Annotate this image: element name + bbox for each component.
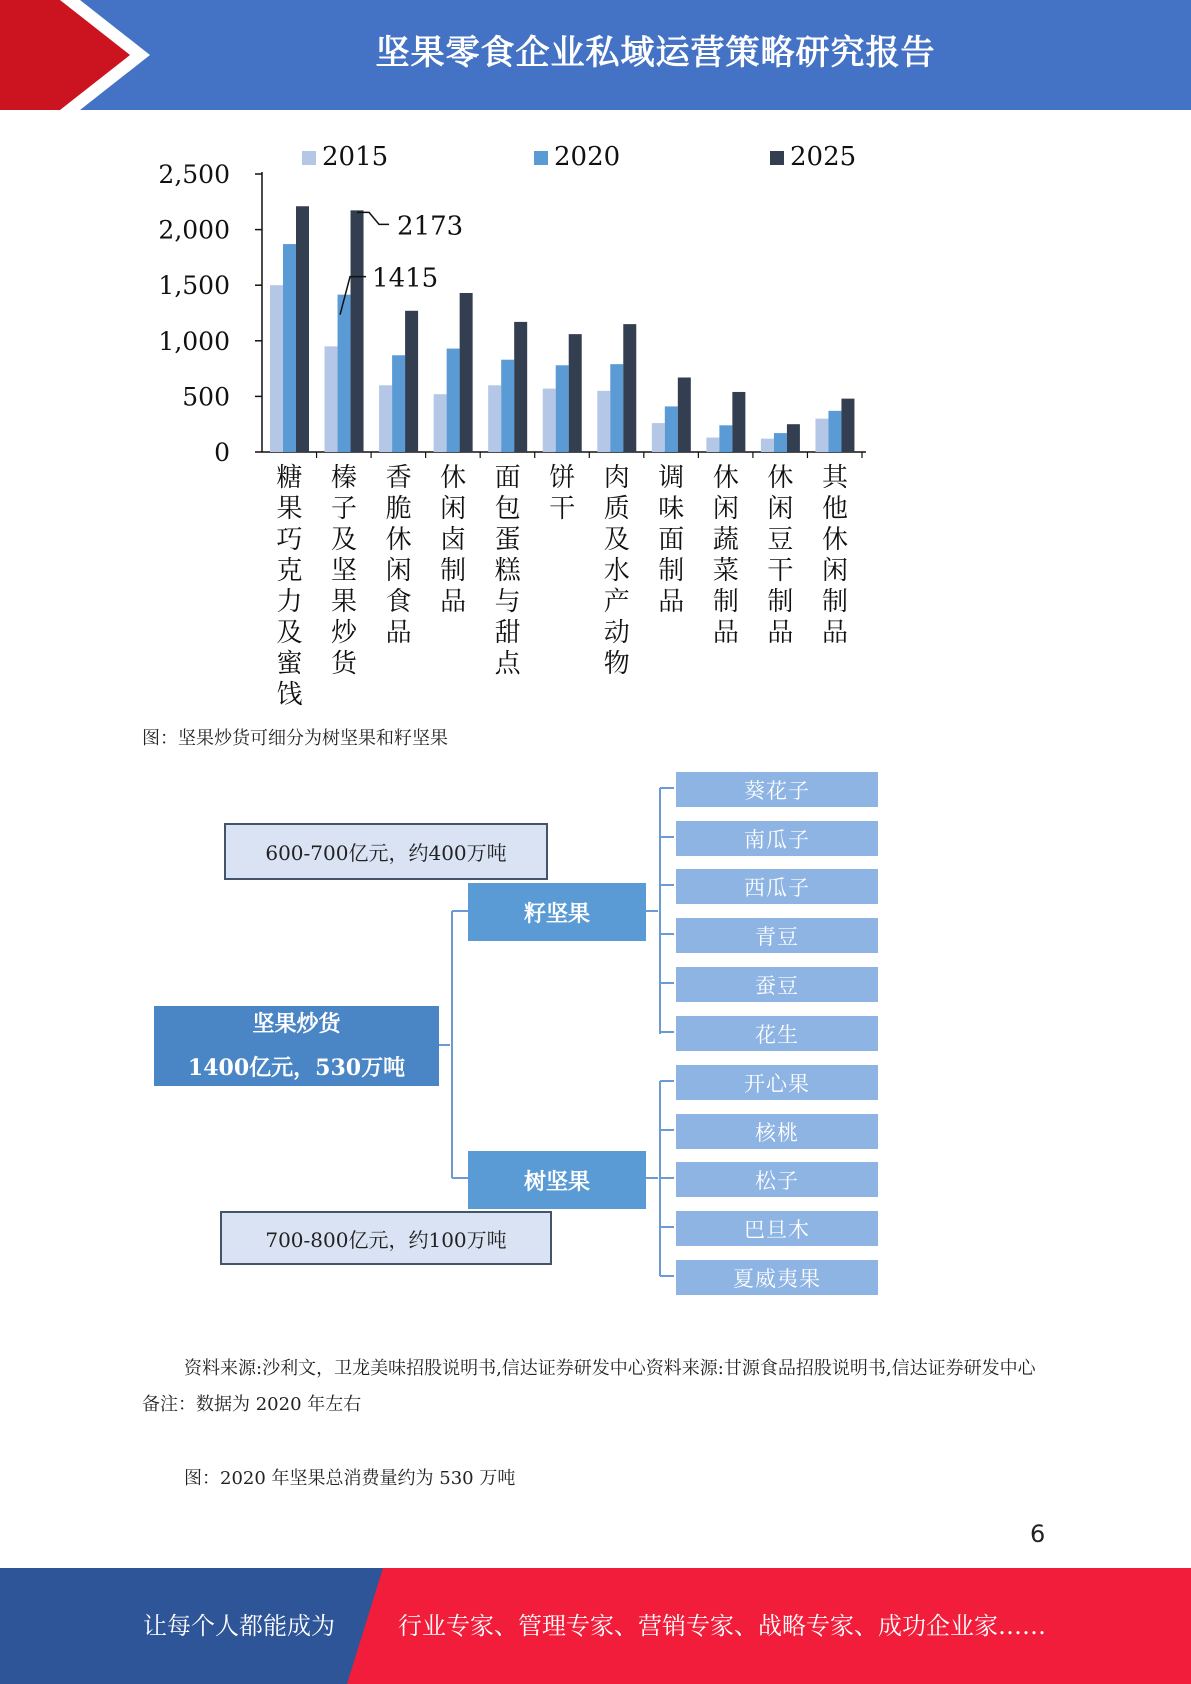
bar-2025-7 bbox=[678, 377, 691, 452]
category-label-char: 品 bbox=[821, 618, 848, 648]
bar-2025-10 bbox=[841, 399, 854, 452]
category-label-char: 制 bbox=[821, 587, 848, 617]
category-label-char: 及 bbox=[276, 618, 303, 648]
bar-2015-1 bbox=[325, 346, 338, 452]
category-label-char: 制 bbox=[712, 587, 739, 617]
category-label-char: 蜜 bbox=[276, 649, 303, 679]
category-label-char: 菜 bbox=[712, 556, 739, 586]
bar-2025-9 bbox=[787, 424, 800, 452]
category-label-char: 动 bbox=[603, 618, 630, 648]
bar-2025-0 bbox=[296, 206, 309, 452]
category-label-char: 坚 bbox=[331, 556, 358, 586]
seed-nut-category: 籽坚果 bbox=[468, 883, 646, 941]
seed-nut-item: 花生 bbox=[676, 1016, 878, 1051]
bar-2015-5 bbox=[543, 389, 556, 452]
bar-2020-8 bbox=[719, 425, 732, 452]
bar-2025-1 bbox=[351, 210, 364, 452]
category-label-char: 闲 bbox=[385, 556, 412, 586]
category-label-char: 闲 bbox=[440, 494, 467, 524]
category-label-char: 品 bbox=[712, 618, 739, 648]
category-label-char: 甜 bbox=[494, 618, 521, 648]
category-label-char: 制 bbox=[440, 556, 467, 586]
bar-2020-6 bbox=[610, 364, 623, 452]
seed-nut-item: 蚕豆 bbox=[676, 967, 878, 1002]
category-label-char: 质 bbox=[603, 494, 630, 524]
bar-2020-5 bbox=[556, 365, 569, 452]
footer-slogan-left: 让每个人都能成为 bbox=[143, 1612, 335, 1640]
root-market-size: 1400亿元，530万吨 bbox=[187, 1055, 406, 1081]
category-label-char: 及 bbox=[331, 525, 358, 555]
category-label-char: 物 bbox=[603, 649, 630, 679]
report-title: 坚果零食企业私域运营策略研究报告 bbox=[375, 33, 936, 73]
category-label-char: 休 bbox=[821, 525, 848, 555]
y-tick-label: 500 bbox=[182, 382, 230, 412]
tree-nut-market-note: 700-800亿元，约100万吨 bbox=[220, 1211, 552, 1265]
bar-2020-1 bbox=[338, 295, 351, 452]
bar-2025-2 bbox=[405, 311, 418, 452]
category-label-char: 食 bbox=[385, 587, 412, 617]
y-tick-label: 2,000 bbox=[158, 215, 230, 245]
legend-swatch-2020 bbox=[534, 151, 548, 165]
category-label-char: 品 bbox=[767, 618, 794, 648]
bottom-figure-caption: 图：2020 年坚果总消费量约为 530 万吨 bbox=[184, 1468, 516, 1489]
seed-nut-market-note: 600-700亿元，约400万吨 bbox=[224, 823, 548, 880]
tree-nut-item: 开心果 bbox=[676, 1065, 878, 1100]
category-label-char: 品 bbox=[440, 587, 467, 617]
bar-2025-6 bbox=[623, 324, 636, 452]
seed-nut-item: 青豆 bbox=[676, 918, 878, 953]
tree-nut-item: 巴旦木 bbox=[676, 1211, 878, 1246]
page-number: 6 bbox=[1030, 1520, 1046, 1548]
category-label-char: 榛 bbox=[331, 463, 358, 493]
seed-nut-item: 葵花子 bbox=[676, 772, 878, 807]
category-label-char: 水 bbox=[603, 556, 630, 586]
header-chevron-decoration bbox=[0, 0, 160, 110]
bar-2015-8 bbox=[706, 438, 719, 452]
annotation-label: 1415 bbox=[372, 263, 439, 294]
category-label-char: 蛋 bbox=[494, 525, 521, 555]
nut-classification-diagram bbox=[150, 768, 890, 1298]
bar-2015-2 bbox=[379, 385, 392, 452]
category-label-char: 饯 bbox=[276, 680, 303, 710]
category-label-char: 克 bbox=[276, 556, 303, 586]
category-label-char: 果 bbox=[276, 494, 303, 524]
category-label-char: 包 bbox=[494, 494, 521, 524]
bar-2020-10 bbox=[828, 411, 841, 452]
legend-label-2015: 2015 bbox=[322, 142, 389, 172]
bar-2025-3 bbox=[460, 293, 473, 452]
category-label-char: 休 bbox=[440, 463, 467, 493]
bar-2020-0 bbox=[283, 244, 296, 452]
y-tick-label: 1,500 bbox=[158, 271, 230, 301]
category-label-char: 干 bbox=[767, 556, 794, 586]
category-label-char: 品 bbox=[658, 587, 685, 617]
source-note: 资料来源:沙利文，卫龙美味招股说明书,信达证券研发中心资料来源:甘源食品招股说明书,信达证券研发中心备注：数据为 2020 年左右 bbox=[142, 1358, 1036, 1415]
y-tick-label: 2,500 bbox=[158, 160, 230, 189]
bar-2015-7 bbox=[652, 423, 665, 452]
bar-2020-2 bbox=[392, 355, 405, 452]
category-label-char: 巧 bbox=[276, 525, 303, 555]
annotation-label: 2173 bbox=[397, 211, 464, 242]
category-label-char: 肉 bbox=[603, 463, 630, 493]
root-title: 坚果炒货 bbox=[252, 1011, 341, 1037]
legend-label-2025: 2025 bbox=[790, 142, 857, 172]
bar-2015-9 bbox=[761, 439, 774, 452]
category-label-char: 休 bbox=[712, 463, 739, 493]
bar-2025-8 bbox=[732, 392, 745, 452]
category-label-char: 制 bbox=[767, 587, 794, 617]
bar-2020-7 bbox=[665, 406, 678, 452]
seed-nut-item: 西瓜子 bbox=[676, 869, 878, 904]
tree-nut-item: 松子 bbox=[676, 1162, 878, 1197]
category-label-char: 面 bbox=[494, 463, 521, 493]
category-label-char: 闲 bbox=[767, 494, 794, 524]
category-label-char: 他 bbox=[821, 494, 848, 524]
legend-swatch-2025 bbox=[770, 151, 784, 165]
category-label-char: 制 bbox=[658, 556, 685, 586]
category-label-char: 糖 bbox=[276, 463, 303, 493]
category-label-char: 货 bbox=[331, 649, 358, 679]
bar-2020-9 bbox=[774, 433, 787, 452]
category-label-char: 蔬 bbox=[712, 525, 739, 555]
bar-2015-3 bbox=[434, 394, 447, 452]
category-label-char: 卤 bbox=[440, 525, 467, 555]
category-label-char: 面 bbox=[658, 525, 685, 555]
bar-2015-10 bbox=[815, 419, 828, 452]
diagram-caption: 图：坚果炒货可细分为树坚果和籽坚果 bbox=[142, 728, 448, 749]
y-tick-label: 1,000 bbox=[158, 326, 230, 356]
category-label-char: 子 bbox=[331, 494, 358, 524]
bar-2025-5 bbox=[569, 334, 582, 452]
tree-nut-item: 夏威夷果 bbox=[676, 1260, 878, 1295]
category-label-char: 豆 bbox=[767, 525, 794, 555]
tree-nut-item: 核桃 bbox=[676, 1114, 878, 1149]
category-label-char: 及 bbox=[603, 525, 630, 555]
category-label-char: 调 bbox=[658, 463, 685, 493]
category-label-char: 炒 bbox=[331, 618, 358, 648]
category-label-char: 闲 bbox=[821, 556, 848, 586]
category-label-char: 香 bbox=[385, 463, 412, 493]
legend-swatch-2015 bbox=[302, 151, 316, 165]
category-label-char: 干 bbox=[549, 494, 576, 524]
snack-market-bar-chart bbox=[140, 140, 880, 710]
category-label-char: 休 bbox=[767, 463, 794, 493]
bar-2020-4 bbox=[501, 360, 514, 452]
category-label-char: 闲 bbox=[712, 494, 739, 524]
category-label-char: 产 bbox=[603, 587, 630, 617]
nut-roasted-goods-root bbox=[154, 1006, 439, 1086]
seed-nut-item: 南瓜子 bbox=[676, 821, 878, 856]
bar-2015-0 bbox=[270, 285, 283, 452]
category-label-char: 点 bbox=[494, 649, 521, 679]
category-label-char: 休 bbox=[385, 525, 412, 555]
category-label-char: 脆 bbox=[385, 494, 412, 524]
bar-2020-3 bbox=[447, 349, 460, 452]
page-header bbox=[0, 0, 1191, 110]
category-label-char: 饼 bbox=[549, 463, 576, 493]
bar-2025-4 bbox=[514, 322, 527, 452]
footer-slogan-right: 行业专家、管理专家、营销专家、战略专家、成功企业家…… bbox=[398, 1612, 1046, 1640]
y-tick-label: 0 bbox=[214, 438, 230, 467]
category-label-char: 品 bbox=[385, 618, 412, 648]
category-label-char: 糕 bbox=[494, 556, 521, 586]
category-label-char: 味 bbox=[658, 494, 685, 524]
category-label-char: 其 bbox=[821, 463, 848, 493]
legend-label-2020: 2020 bbox=[554, 142, 621, 172]
category-label-char: 力 bbox=[276, 587, 303, 617]
category-label-char: 果 bbox=[331, 587, 358, 617]
page-footer bbox=[0, 1568, 1191, 1684]
tree-nut-category: 树坚果 bbox=[468, 1151, 646, 1209]
category-label-char: 与 bbox=[494, 587, 521, 617]
bar-2015-4 bbox=[488, 385, 501, 452]
bar-2015-6 bbox=[597, 391, 610, 452]
